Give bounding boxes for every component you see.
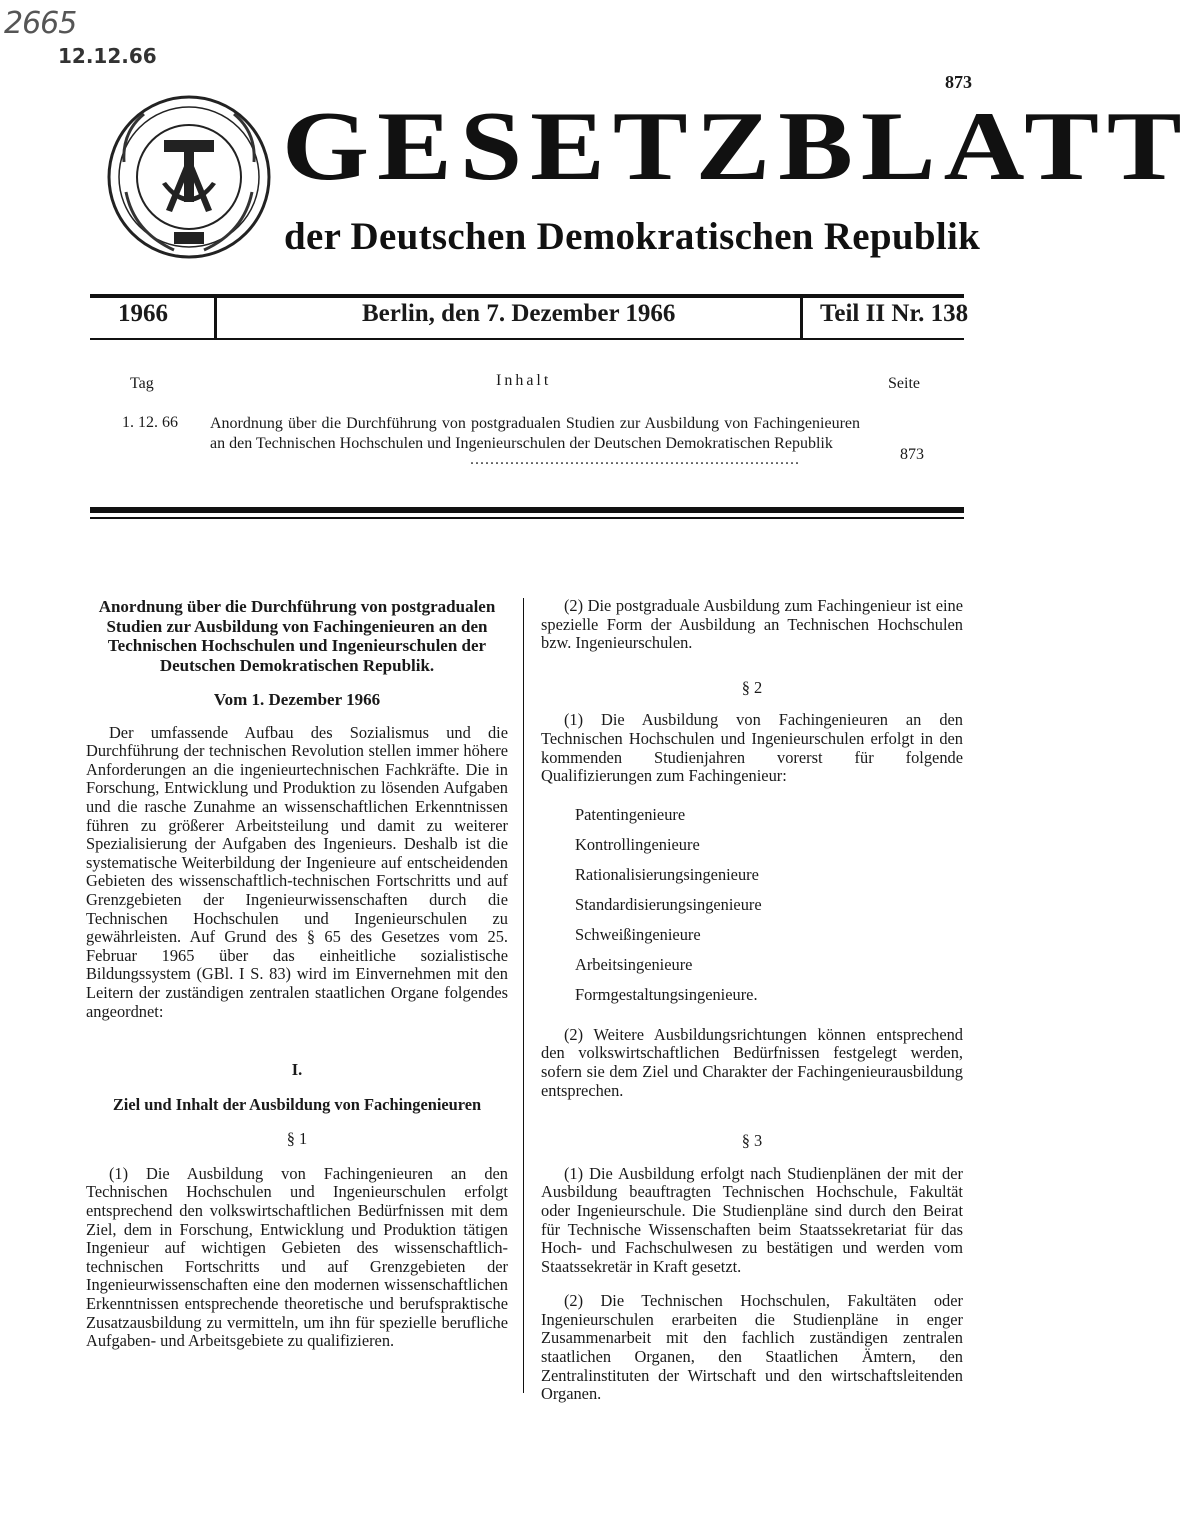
article-date-line: Vom 1. Dezember 1966	[213, 690, 381, 709]
issue-part-number: Teil II Nr. 138	[820, 300, 969, 327]
header-divider-left	[214, 294, 217, 338]
right-column	[541, 597, 963, 1414]
masthead-subtitle: der Deutschen Demokratischen Republik	[284, 215, 981, 258]
qualification-list	[541, 806, 963, 1004]
column-divider	[523, 598, 524, 1393]
toc-col-page: Seite	[888, 375, 920, 392]
list-item: Standardisierungsingenieure	[575, 894, 762, 914]
section-title: Ziel und Inhalt der Ausbildung von Fachingenieuren	[112, 1094, 482, 1114]
paragraph-3-clause-1: (1) Die Ausbildung erfolgt nach Studienplänen der mit der Ausbildung beauftragten Technischen Hochschule, Fakultät oder Ingenieurschule. Die Studienpläne sind durch den Beirat für Technische Wissenschaften beim Staatssekretariat für das Hoch- und Fachschulwesen zu bestätigen und werden vom Staatssekretär in Kraft gesetzt.	[541, 1163, 963, 1276]
paragraph-2-heading: § 2	[741, 677, 763, 697]
toc-col-title: Inhalt	[496, 372, 552, 389]
paragraph-3-clause-2: (2) Die Technischen Hochschulen, Fakultäten oder Ingenieurschulen erarbeiten die Studienpläne in enger Zusammenarbeit mit den fachlich zuständigen zentralen staatlichen Organen, den Staatlichen Ämtern, den Zentralinstituten der Wirtschaft und den wirtschaftsleitenden Organen.	[541, 1291, 963, 1404]
handwritten-note: 2665	[4, 6, 77, 41]
section-number: I.	[291, 1060, 303, 1080]
list-item: Kontrollingenieure	[575, 834, 700, 854]
header-divider-right	[800, 294, 803, 338]
contents-thick-rule	[90, 507, 964, 513]
list-item: Formgestaltungsingenieure.	[575, 984, 758, 1004]
article-heading: Anordnung über die Durchführung von postgradualen Studien zur Ausbildung von Fachingenieuren an den Technischen Hochschulen und Ingenieurschulen der Deutschen Demokratischen Republik.	[98, 597, 496, 675]
issue-year: 1966	[118, 300, 168, 327]
page-number: 873	[945, 72, 972, 92]
left-column	[86, 597, 508, 1361]
paragraph-1-clause-1: (1) Die Ausbildung von Fachingenieuren an den Technischen Hochschulen und Ingenieurschulen erfolgt entsprechend den volkswirtschaftlichen Bedürfnissen mit dem Ziel, dem in Forschung, Entwicklung und Produktion tätigen Ingenieur auf wichtigen Gebieten des wissenschaftlich-technischen Fortschritts und auf Grenzgebieten der Ingenieurwissenschaften eine den modernen wissenschaftlichen Erkenntnissen entsprechende theoretische und berufspraktische Zusatzausbildung zu vermitteln, um ihn für spezielle berufliche Aufgaben- und Arbeitsgebiete zu qualifizieren.	[86, 1163, 508, 1351]
toc-entry-text: Anordnung über die Durchführung von postgradualen Studien zur Ausbildung von Fachingenieuren an den Technischen Hochschulen und Ingenieurschulen der Deutschen Demokratischen Republik	[210, 415, 860, 452]
date-stamp: 12.12.66	[58, 44, 157, 68]
paragraph-3-heading: § 3	[741, 1131, 763, 1151]
issue-place-date: Berlin, den 7. Dezember 1966	[362, 300, 676, 327]
list-item: Rationalisierungsingenieure	[575, 864, 759, 884]
list-item: Patentingenieure	[575, 804, 686, 824]
list-item: Arbeitsingenieure	[575, 954, 693, 974]
paragraph-2-clause-2: (2) Weitere Ausbildungsrichtungen können entsprechend den volkswirtschaftlichen Bedürfnissen festgelegt werden, sofern sie dem Ziel und Charakter der Fachingenieurausbildung entsprechen.	[541, 1024, 963, 1100]
toc-entry-day: 1. 12. 66	[122, 414, 178, 431]
article-preamble: Der umfassende Aufbau des Sozialismus und die Durchführung der technischen Revolution stellen immer höhere Anforderungen an die ingenieurtechnischen Fachkräfte. Die in Forschung, Entwicklung und Produktion zu lösenden Aufgaben und die rasche Zunahme an wissenschaftlichen Erkenntnissen führen zu größerer Arbeitsteilung und damit zu weiterer Spezialisierung der Aufgaben des Ingenieurs. Deshalb ist die systematische Weiterbildung der Ingenieure auf entscheidenden Gebieten des wissenschaftlich-technischen Fortschritts und auf Grenzgebieten der Ingenieurwissenschaften durch die Technischen Hochschulen und Ingenieurschulen zu gewährleisten. Auf Grund des § 65 des Gesetzes vom 25. Februar 1965 über das einheitliche sozialistische Bildungssystem (GBl. I S. 83) wird im Einvernehmen mit den Leitern der zuständigen zentralen staatlichen Organe folgendes angeordnet:	[86, 722, 508, 1021]
header-bottom-rule	[90, 338, 964, 340]
masthead-title: GESETZBLATT	[282, 91, 1190, 201]
paragraph-2-clause-1: (1) Die Ausbildung von Fachingenieuren an den Technischen Hochschulen und Ingenieurschulen erfolgt in den kommenden Studienjahren vorerst für folgende Qualifizierungen zum Fachingenieur:	[541, 710, 963, 786]
toc-entry-dots: ..................................................................	[470, 451, 800, 468]
list-item: Schweißingenieure	[575, 924, 701, 944]
contents-thin-rule	[90, 517, 964, 519]
paragraph-1-clause-2: (2) Die postgraduale Ausbildung zum Fachingenieur ist eine spezielle Form der Ausbildung an Technischen Hochschulen bzw. Ingenieurschulen.	[541, 596, 963, 653]
toc-entry-page: 873	[900, 446, 924, 463]
header-top-rule	[90, 294, 964, 298]
toc-col-day: Tag	[130, 375, 154, 392]
state-emblem-icon	[104, 92, 274, 262]
paragraph-1-heading: § 1	[286, 1129, 308, 1149]
